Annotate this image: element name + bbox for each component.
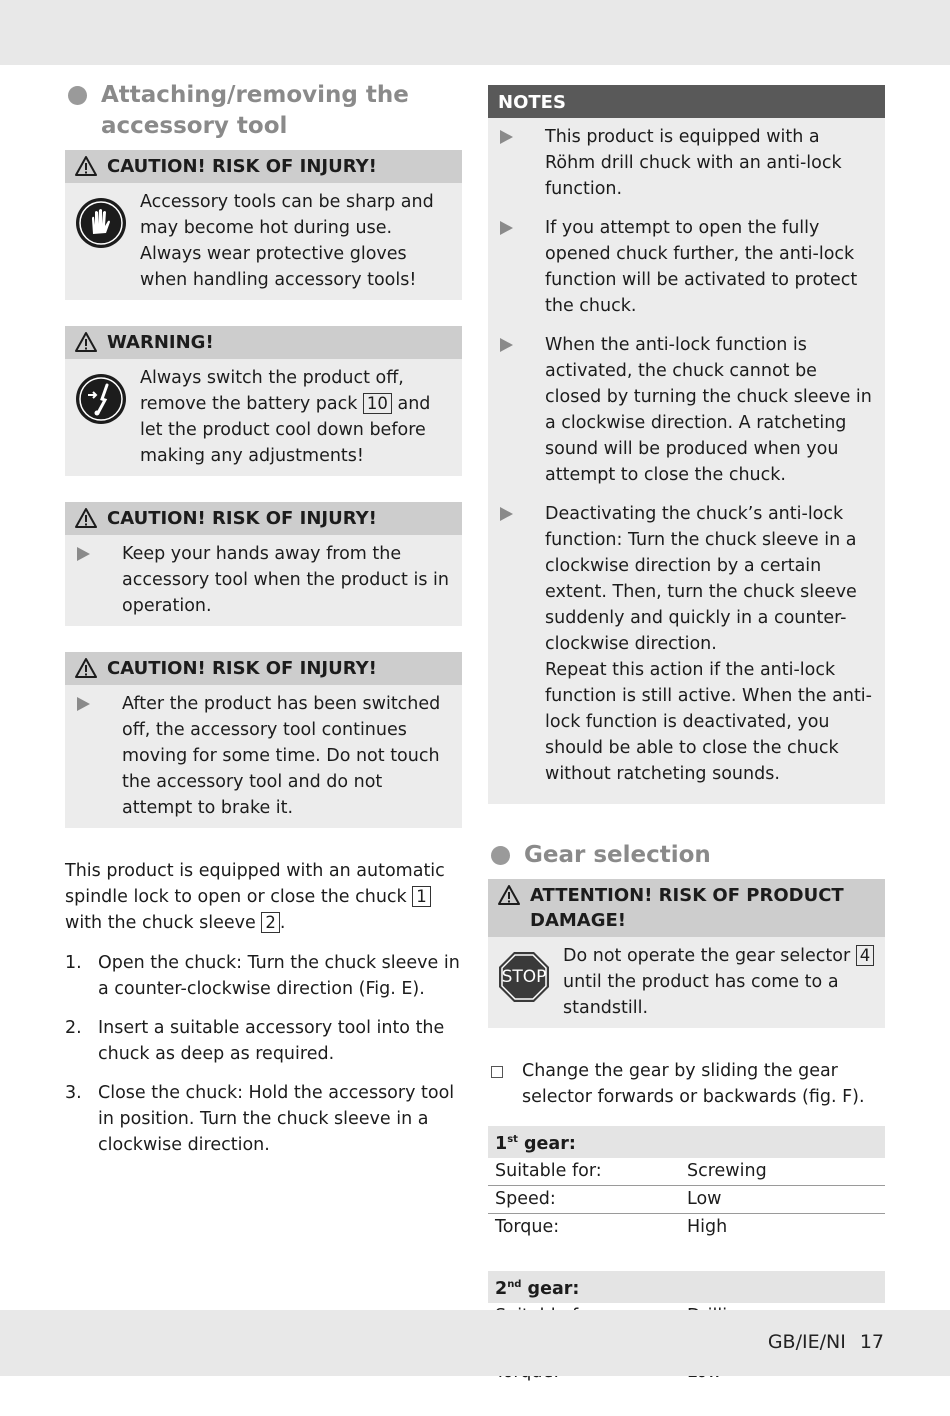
note-text: When the anti-lock function is activated, the chuck cannot be closed by turning the chuck sleeve in a clockwise direction. A ratcheting sound will be produced when you attempt to close the chuck. — [545, 335, 872, 485]
protective-gloves-icon — [75, 197, 127, 249]
gear-table-1 — [488, 1126, 885, 1241]
note-text: This product is equipped with a Röhm drill chuck with an anti-lock function. — [545, 127, 842, 199]
unplug-power-icon — [75, 373, 127, 425]
chuck-ref: 1 — [412, 886, 431, 907]
list-item — [65, 535, 462, 626]
box-text-part: until the product has come to a standstill. — [563, 972, 839, 1018]
section-bullet — [68, 86, 87, 105]
box-body — [488, 937, 885, 1028]
section-heading — [65, 80, 462, 142]
steps-list — [65, 950, 462, 1158]
section-title: Gear selection — [524, 842, 711, 868]
table-row — [488, 1158, 885, 1186]
notes-header: NOTES — [488, 85, 885, 118]
row-label: Torque: — [495, 1216, 560, 1237]
list-item — [65, 950, 462, 1002]
caution-box-gloves — [65, 150, 462, 300]
page-footer — [768, 1331, 884, 1353]
warning-triangle-icon — [75, 155, 97, 177]
row-value: Low — [680, 1185, 885, 1213]
table-header-row — [488, 1271, 885, 1303]
right-column — [488, 85, 885, 1416]
notes-body — [488, 118, 885, 804]
box-header-text: CAUTION! RISK OF INJURY! — [107, 156, 377, 177]
row-label: Speed: — [488, 1185, 680, 1213]
box-text: Accessory tools can be sharp and may become hot during use. Always wear protective gloves when handling accessory tools! — [140, 192, 434, 290]
warning-triangle-icon — [498, 884, 520, 906]
list-item — [65, 685, 462, 828]
arrow-bullet-icon — [77, 547, 106, 561]
instruction-text: Change the gear by sliding the gear selector forwards or backwards (fig. F). — [522, 1061, 865, 1107]
box-header-text: CAUTION! RISK OF INJURY! — [107, 658, 377, 679]
left-column — [65, 80, 462, 1171]
list-item — [488, 124, 885, 215]
arrow-bullet-icon — [500, 507, 529, 521]
row-label: Suitable for: — [488, 1158, 680, 1186]
box-text — [563, 943, 875, 1021]
step-text: Close the chuck: Hold the accessory tool in position. Turn the chuck sleeve in a clockwise direction. — [98, 1083, 455, 1155]
list-item — [65, 1015, 462, 1067]
arrow-bullet-icon — [500, 130, 529, 144]
table-row — [488, 1185, 885, 1213]
intro-text: . — [279, 913, 286, 933]
box-header — [65, 326, 462, 359]
box-header-text: ATTENTION! RISK OF PRODUCT DAMAGE! — [530, 885, 844, 931]
arrow-bullet-icon — [500, 221, 529, 235]
warning-triangle-icon — [75, 331, 97, 353]
gear-title: 1st gear: — [488, 1126, 885, 1158]
gear-title: 2nd gear: — [488, 1271, 885, 1303]
checkbox-bullet-icon — [491, 1066, 503, 1078]
chuck-sleeve-ref: 2 — [261, 912, 280, 933]
note-paragraph: Deactivating the chuck’s anti-lock function: Turn the chuck sleeve in a clockwise direction by a certain extent. Then, turn the chuck sleeve suddenly and quickly in a counter-clockwise direction. — [545, 504, 857, 654]
note-text: If you attempt to open the fully opened chuck further, the anti-lock function will be activated to protect the chuck. — [545, 218, 858, 316]
box-header — [65, 150, 462, 183]
stop-label: STOP — [501, 967, 547, 987]
table-row — [488, 1213, 885, 1241]
warning-triangle-icon — [75, 657, 97, 679]
box-text — [140, 365, 452, 469]
section-heading — [488, 840, 885, 871]
section-title: Attaching/removing the accessory tool — [101, 82, 409, 139]
caution-box-hands — [65, 502, 462, 626]
row-value: Screwing — [680, 1158, 885, 1186]
box-body — [65, 359, 462, 476]
box-text-part: Do not operate the gear selector — [563, 946, 851, 966]
list-item — [65, 1080, 462, 1158]
step-text: Open the chuck: Turn the chuck sleeve in a counter-clockwise direction (Fig. E). — [98, 953, 460, 999]
arrow-bullet-icon — [77, 697, 106, 711]
section-bullet — [491, 846, 510, 865]
box-text: Keep your hands away from the accessory tool when the product is in operation. — [122, 544, 449, 616]
warning-box-battery — [65, 326, 462, 476]
box-body — [65, 183, 462, 300]
intro-paragraph — [65, 858, 462, 936]
stop-sign-icon — [498, 951, 550, 1003]
note-paragraph: Repeat this action if the anti-lock function is still active. When the anti-lock function is deactivated, you should be able to close the chuck without ratcheting sounds. — [545, 660, 872, 784]
battery-pack-ref: 10 — [363, 393, 392, 414]
box-header-text: CAUTION! RISK OF INJURY! — [107, 508, 377, 529]
caution-box-runout — [65, 652, 462, 828]
intro-text: This product is equipped with an automatic spindle lock to open or close the chuck — [65, 861, 445, 907]
arrow-bullet-icon — [500, 338, 529, 352]
list-item — [488, 215, 885, 332]
box-text: After the product has been switched off, the accessory tool continues moving for some time. Do not touch the accessory tool and do not attempt to brake it. — [122, 694, 441, 818]
list-item — [488, 501, 885, 800]
gear-selector-ref: 4 — [856, 945, 875, 966]
top-band — [0, 0, 950, 65]
box-header-text: WARNING! — [107, 332, 214, 353]
step-number: 1. — [65, 953, 82, 973]
step-number: 2. — [65, 1018, 82, 1038]
step-text: Insert a suitable accessory tool into the chuck as deep as required. — [98, 1018, 445, 1064]
warning-triangle-icon — [75, 507, 97, 529]
table-header-row — [488, 1126, 885, 1158]
box-text-part: and let the product cool down before making any adjustments! — [140, 394, 431, 466]
box-header — [488, 879, 885, 937]
box-header — [65, 652, 462, 685]
instruction-item — [488, 1058, 885, 1110]
row-value: High — [687, 1216, 728, 1237]
step-number: 3. — [65, 1083, 82, 1103]
list-item — [488, 332, 885, 501]
box-text-part: Always switch the product off, remove the battery pack — [140, 368, 404, 414]
page-number: 17 — [859, 1331, 884, 1353]
note-text — [545, 501, 875, 787]
intro-text: with the chuck sleeve — [65, 913, 256, 933]
attention-box — [488, 879, 885, 1028]
box-header — [65, 502, 462, 535]
footer-region: GB/IE/NI — [767, 1331, 846, 1353]
